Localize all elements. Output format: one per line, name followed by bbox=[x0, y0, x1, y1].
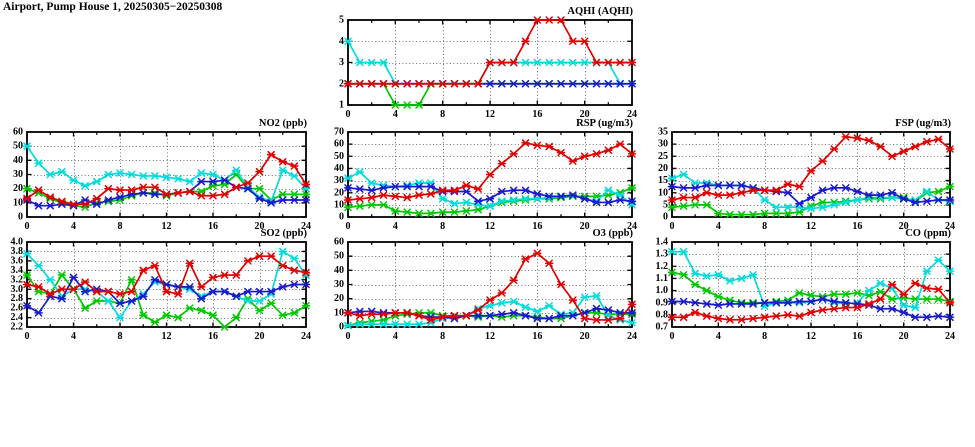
co-plot-canvas bbox=[640, 232, 975, 344]
chart-title-fsp: FSP (ug/m3) bbox=[895, 118, 951, 129]
o3-plot-canvas bbox=[330, 232, 662, 344]
chart-co bbox=[640, 228, 975, 344]
chart-o3 bbox=[330, 228, 662, 344]
chart-title-no2: NO2 (ppb) bbox=[258, 118, 307, 129]
chart-fsp bbox=[640, 118, 975, 234]
aqhi-plot-canvas bbox=[330, 0, 662, 122]
so2-plot-canvas bbox=[0, 232, 315, 344]
chart-no2 bbox=[0, 118, 315, 234]
rsp-plot-canvas bbox=[330, 122, 662, 234]
fsp-plot-canvas bbox=[640, 122, 975, 234]
chart-title-o3: O3 (ppb) bbox=[592, 228, 633, 239]
chart-so2 bbox=[0, 228, 315, 344]
no2-plot-canvas bbox=[0, 122, 315, 234]
chart-title-so2: SO2 (ppb) bbox=[260, 228, 307, 239]
chart-rsp bbox=[330, 118, 662, 234]
chart-title-rsp: RSP (ug/m3) bbox=[576, 118, 633, 129]
page-title: Airport, Pump House 1, 20250305−20250308 bbox=[3, 1, 223, 13]
chart-title-aqhi: AQHI (AQHI) bbox=[567, 6, 633, 17]
chart-title-co: CO (ppm) bbox=[905, 228, 951, 239]
chart-aqhi bbox=[330, 0, 662, 122]
